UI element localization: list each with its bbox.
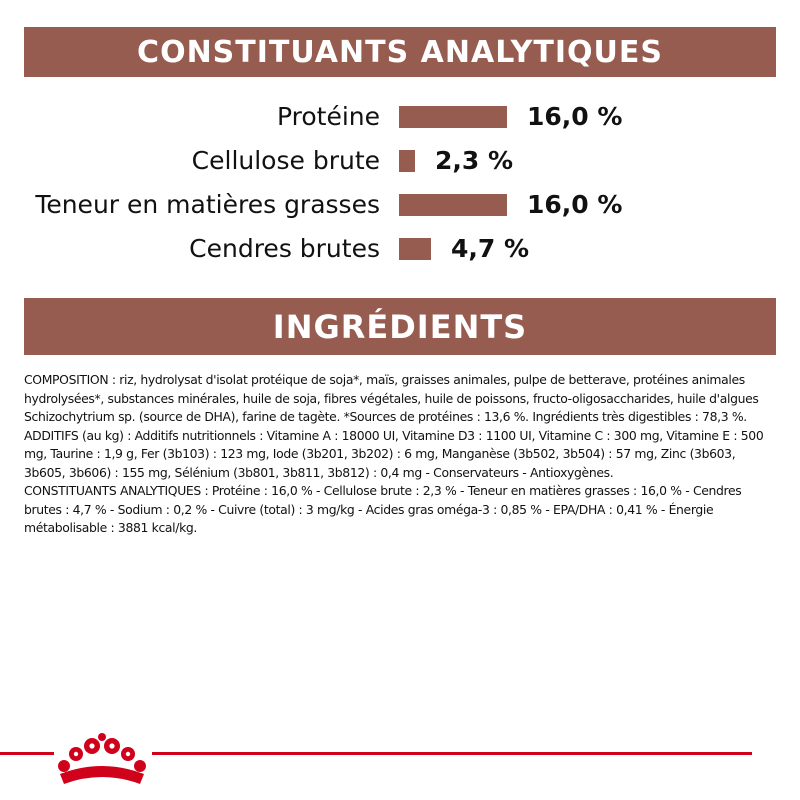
nutrient-value: 16,0 %: [527, 102, 623, 131]
nutrient-bar: [399, 106, 507, 128]
footer-line-right: [152, 752, 752, 755]
ingredients-title: INGRÉDIENTS: [272, 307, 528, 346]
analytical-constituents-heading: [24, 27, 776, 77]
nutrient-bar: [399, 194, 507, 216]
nutrient-row-protein: [0, 97, 800, 137]
nutrient-bar: [399, 238, 431, 260]
nutrient-row-ash: [0, 229, 800, 269]
nutrient-row-fat: [0, 185, 800, 225]
analytical-constituents-title: CONSTITUANTS ANALYTIQUES: [137, 34, 663, 70]
nutrient-bar: [399, 150, 415, 172]
ingredients-heading: [24, 298, 776, 355]
ingredients-text-block: [24, 371, 776, 538]
nutrient-row-fiber: [0, 141, 800, 181]
nutrient-value: 4,7 %: [451, 234, 530, 263]
composition-paragraph: COMPOSITION : riz, hydrolysat d'isolat protéique de soja*, maïs, graisses animales, pulpe de betterave, protéines animales hydrolysées*, substances minérales, huile de soja, fibres végétales, huile de poissons, fructo-oligosaccharides, huile d'algues Schizochytrium sp. (source de DHA), farine de tagète. *Sources de protéines : 13,6 %. Ingrédients très digestibles : 78,3 %.: [24, 372, 759, 424]
nutrient-label: Protéine: [276, 102, 380, 131]
nutrient-label: Cellulose brute: [191, 146, 380, 175]
nutrient-label: Teneur en matières grasses: [35, 190, 380, 219]
footer-line-left: [0, 752, 54, 755]
royal-canin-crown-icon: [54, 728, 150, 788]
nutrient-value: 16,0 %: [527, 190, 623, 219]
additives-paragraph: ADDITIFS (au kg) : Additifs nutritionnels : Vitamine A : 18000 UI, Vitamine D3 : 1100 UI, Vitamine C : 300 mg, Vitamine E : 500 mg, Taurine : 1,9 g, Fer (3b103) : 123 mg, Iode (3b201, 3b202) : 6 mg, Manganèse (3b502, 3b504) : 57 mg, Zinc (3b603, 3b605, 3b606) : 155 mg, Sélénium (3b801, 3b811, 3b812) : 0,4 mg - Conservateurs - Antioxygènes.: [24, 427, 764, 480]
analytical-paragraph: CONSTITUANTS ANALYTIQUES : Protéine : 16,0 % - Cellulose brute : 2,3 % - Teneur en matières grasses : 16,0 % - Cendres brutes : 4,7 % - Sodium : 0,2 % - Cuivre (total) : 3 mg/kg - Acides gras oméga-3 : 0,85 % - EPA/DHA : 0,41 % - Énergie métabolisable : 3881 kcal/kg.: [24, 483, 742, 535]
nutrient-value: 2,3 %: [435, 146, 514, 175]
nutrient-label: Cendres brutes: [189, 234, 380, 263]
